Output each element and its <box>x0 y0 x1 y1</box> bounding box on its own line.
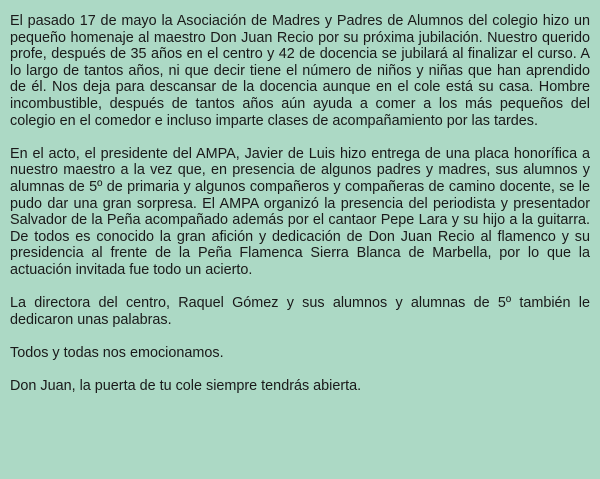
paragraph-despedida: Don Juan, la puerta de tu cole siempre tendrás abierta. <box>10 378 362 395</box>
paragraph-acto: En el acto, el presidente del AMPA, Javier de Luis hizo entrega de una placa honorífica a nuestro maestro a la vez que, en presencia de algunos padres y madres, sus alumnos y alumnas de 5º de primaria y algunos compañeros y compañeras de camino docente, se le pudo dar una gran sorpresa. El AMPA organizó la presencia del periodista y presentador Salvador de la Peña acompañado además por el cantaor Pepe Lara y su hijo a la guitarra. De todos es conocido la gran afición y dedicación de Don Juan Recio al flamenco y su presidencia al frente de la Peña Flamenca Sierra Blanca de Marbella, por lo que la actuación invitada fue todo un acierto. <box>10 145 590 278</box>
paragraph-emocion: Todos y todas nos emocionamos. <box>10 344 224 361</box>
paragraph-directora: La directora del centro, Raquel Gómez y sus alumnos y alumnas de 5º también le dedicaron unas palabras. <box>10 295 590 328</box>
paragraph-homenaje: El pasado 17 de mayo la Asociación de Madres y Padres de Alumnos del colegio hizo un pequeño homenaje al maestro Don Juan Recio por su próxima jubilación. Nuestro querido profe, después de 35 años en el centro y 42 de docencia se jubilará al finalizar el curso. A lo largo de tantos años, ni que decir tiene el número de niños y niñas que han aprendido de él. Nos deja para descansar de la docencia aunque en el cole está su casa. Hombre incombustible, después de tantos años aún ayuda a comer a los más pequeños del colegio en el comedor e incluso imparte clases de acompañamiento por las tardes. <box>10 13 590 129</box>
